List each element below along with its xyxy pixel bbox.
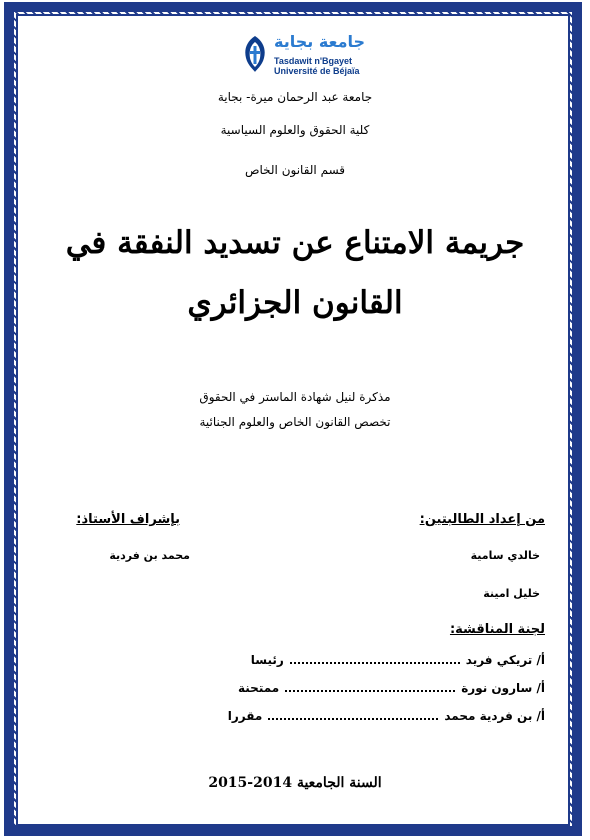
degree-statement: مذكرة لنيل شهادة الماستر في الحقوق bbox=[199, 390, 391, 404]
committee-member bbox=[55, 680, 545, 695]
thesis-title-line2: القانون الجزائري bbox=[187, 285, 403, 321]
logo-arabic-text: جامعة بجاية bbox=[274, 32, 366, 51]
academic-year: السنة الجامعية 2014-2015 bbox=[208, 775, 382, 791]
committee-member-role: رئيسا bbox=[250, 653, 284, 667]
committee-heading: لجنة المناقشة: bbox=[449, 622, 545, 637]
committee-member bbox=[55, 708, 545, 723]
logo-berber-text: Tasdawit n'Bgayet bbox=[274, 56, 352, 66]
student-name: خليل امينة bbox=[483, 587, 540, 600]
supervisor-name: محمد بن فردية bbox=[109, 549, 190, 562]
faculty-name: كلية الحقوق والعلوم السياسية bbox=[220, 123, 370, 137]
supervisor-heading: بإشراف الأستاذ: bbox=[76, 512, 180, 527]
dotted-leader bbox=[268, 708, 438, 720]
committee-member-name: أ/ بن فردية محمد bbox=[444, 709, 545, 723]
university-name: جامعة عبد الرحمان ميرة- بجاية bbox=[217, 90, 373, 104]
thesis-title-line1: جريمة الامتناع عن تسديد النفقة في bbox=[65, 225, 525, 261]
department-name: قسم القانون الخاص bbox=[244, 163, 346, 177]
committee-member bbox=[55, 652, 545, 667]
university-emblem-icon bbox=[240, 34, 270, 74]
committee-member-role: مقررا bbox=[227, 709, 263, 723]
students-heading: من إعداد الطالبتين: bbox=[419, 512, 545, 527]
specialization: تخصص القانون الخاص والعلوم الجنائية bbox=[199, 415, 391, 429]
committee-member-role: ممتحنة bbox=[238, 681, 280, 695]
university-logo bbox=[240, 30, 380, 80]
dotted-leader bbox=[290, 652, 460, 664]
committee-member-name: أ/ تريكي فريد bbox=[465, 653, 545, 667]
student-name: خالدي سامية bbox=[470, 549, 540, 562]
logo-french-text: Université de Béjaïa bbox=[274, 66, 360, 76]
dotted-leader bbox=[285, 680, 455, 692]
committee-member-name: أ/ سارون نورة bbox=[461, 681, 545, 695]
